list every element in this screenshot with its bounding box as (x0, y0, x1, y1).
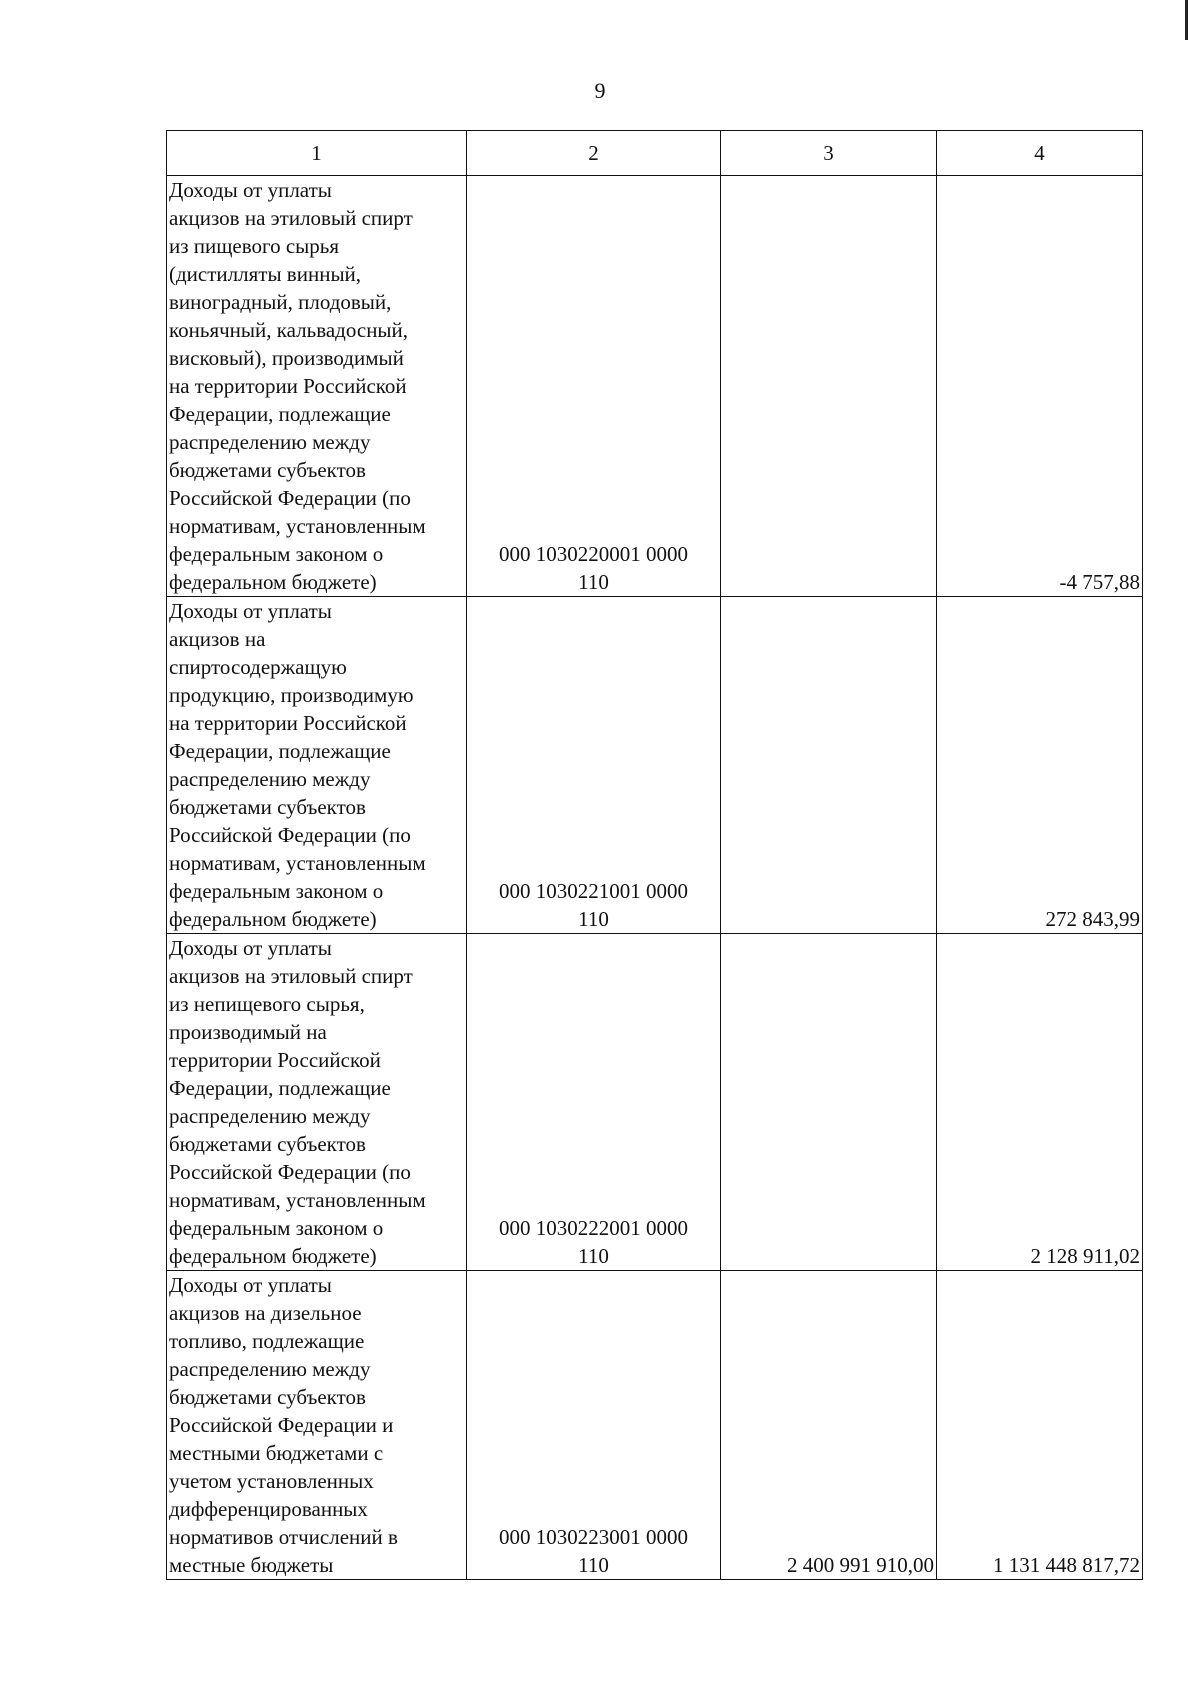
row-code: 000 1030222001 0000 110 (467, 934, 721, 1271)
header-cell-2: 2 (467, 131, 721, 176)
row-description: Доходы от уплаты акцизов на дизельное топливо, подлежащие распределению между бюджетами субъектов Российской Федерации и местными бюджетами с учетом установленных дифференцированных нормативов отчислений в местные бюджеты (167, 1271, 467, 1580)
row-value-col3: 2 400 991 910,00 (721, 1271, 937, 1580)
row-value-col3 (721, 176, 937, 597)
header-cell-1: 1 (167, 131, 467, 176)
table-row (167, 597, 1143, 934)
row-value-col4: 272 843,99 (937, 597, 1143, 934)
corner-mark (1185, 0, 1188, 40)
header-cell-3: 3 (721, 131, 937, 176)
table-row (167, 1271, 1143, 1580)
row-value-col4: 1 131 448 817,72 (937, 1271, 1143, 1580)
row-code: 000 1030220001 0000 110 (467, 176, 721, 597)
table-row (167, 934, 1143, 1271)
row-description: Доходы от уплаты акцизов на этиловый спирт из непищевого сырья, производимый на территории Российской Федерации, подлежащие распределению между бюджетами субъектов Российской Федерации (по нормативам, установленным федеральным законом о федеральном бюджете) (167, 934, 467, 1271)
row-value-col4: 2 128 911,02 (937, 934, 1143, 1271)
row-code: 000 1030221001 0000 110 (467, 597, 721, 934)
row-value-col3 (721, 934, 937, 1271)
page-number: 9 (594, 78, 606, 103)
row-description: Доходы от уплаты акцизов на спиртосодержащую продукцию, производимую на территории Российской Федерации, подлежащие распределению между бюджетами субъектов Российской Федерации (по нормативам, установленным федеральным законом о федеральном бюджете) (167, 597, 467, 934)
row-description: Доходы от уплаты акцизов на этиловый спирт из пищевого сырья (дистилляты винный, виноградный, плодовый, коньячный, кальвадосный, висковый), производимый на территории Российской Федерации, подлежащие распределению между бюджетами субъектов Российской Федерации (по нормативам, установленным федеральным законом о федеральном бюджете) (167, 176, 467, 597)
table-row (167, 176, 1143, 597)
revenue-table (166, 130, 1143, 1580)
header-cell-4: 4 (937, 131, 1143, 176)
row-value-col4: -4 757,88 (937, 176, 1143, 597)
row-code: 000 1030223001 0000 110 (467, 1271, 721, 1580)
table-header-row (167, 131, 1143, 176)
row-value-col3 (721, 597, 937, 934)
